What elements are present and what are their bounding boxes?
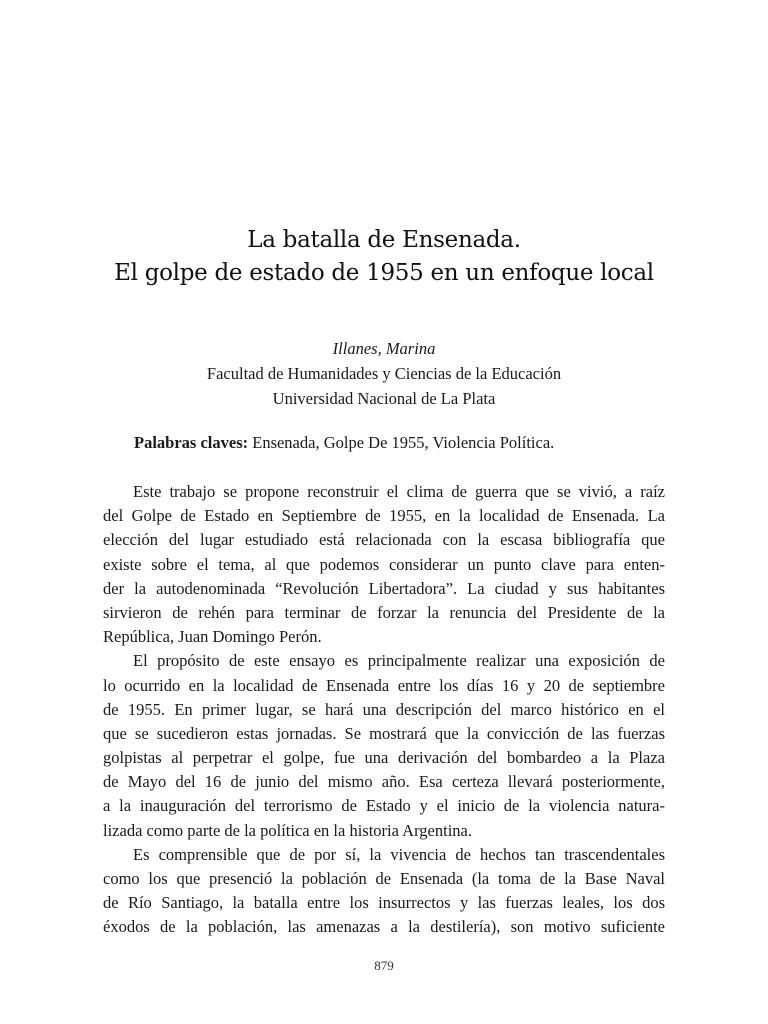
page-number: 879: [374, 958, 394, 973]
body-line: der la autodenominada “Revolución Libertadora”. La ciudad y sus habitantes: [103, 578, 665, 598]
body-line: que se sucedieron estas jornadas. Se mostrará que la convicción de las fuerzas: [103, 723, 665, 743]
title-line-1: La batalla de Ensenada.: [247, 227, 521, 253]
body-line: República, Juan Domingo Perón.: [103, 627, 322, 647]
body-line: de 1955. En primer lugar, se hará una descripción del marco histórico en el: [103, 699, 665, 719]
paper-title: [0, 224, 768, 290]
body-line: de Mayo del 16 de junio del mismo año. Esa certeza llevará posteriormente,: [103, 772, 665, 792]
body-line: golpistas al perpetrar el golpe, fue una derivación del bombardeo a la Plaza: [103, 748, 665, 768]
body-line: del Golpe de Estado en Septiembre de 1955, en la localidad de Ensenada. La: [103, 506, 665, 526]
body-line: El propósito de este ensayo es principalmente realizar una exposición de: [133, 651, 665, 671]
body-line: existe sobre el tema, al que podemos considerar un punto clave para enten-: [103, 554, 665, 574]
keywords-text: Ensenada, Golpe De 1955, Violencia Política.: [248, 433, 555, 452]
faculty-name: Facultad de Humanidades y Ciencias de la Educación: [206, 364, 562, 383]
body-line: elección del lugar estudiado está relacionada con la escasa bibliografía que: [103, 530, 665, 550]
body-text: [103, 480, 665, 940]
body-line: Es comprensible que de por sí, la vivencia de hechos tan trascendentales: [133, 844, 665, 864]
body-line: lizada como parte de la política en la historia Argentina.: [103, 820, 472, 840]
author-name: Illanes, Marina: [332, 339, 436, 358]
body-line: a la inauguración del terrorismo de Estado y el inicio de la violencia natura-: [103, 796, 665, 816]
author-affiliation: [0, 336, 768, 411]
university-name: Universidad Nacional de La Plata: [272, 389, 496, 408]
body-line: lo ocurrido en la localidad de Ensenada entre los días 16 y 20 de septiembre: [103, 675, 665, 695]
body-line: como los que presenció la población de Ensenada (la toma de la Base Naval: [103, 869, 665, 888]
body-line: Este trabajo se propone reconstruir el clima de guerra que se vivió, a raíz: [133, 482, 665, 501]
body-line: de Río Santiago, la batalla entre los insurrectos y las fuerzas leales, los dos: [103, 893, 665, 913]
body-line: éxodos de la población, las amenazas a la destilería), son motivo suficiente: [103, 917, 665, 937]
keywords-label: Palabras claves:: [134, 433, 249, 452]
keywords: [134, 430, 694, 455]
title-line-2: El golpe de estado de 1955 en un enfoque local: [114, 260, 654, 286]
body-line: sirvieron de rehén para terminar de forzar la renuncia del Presidente de la: [103, 602, 665, 622]
